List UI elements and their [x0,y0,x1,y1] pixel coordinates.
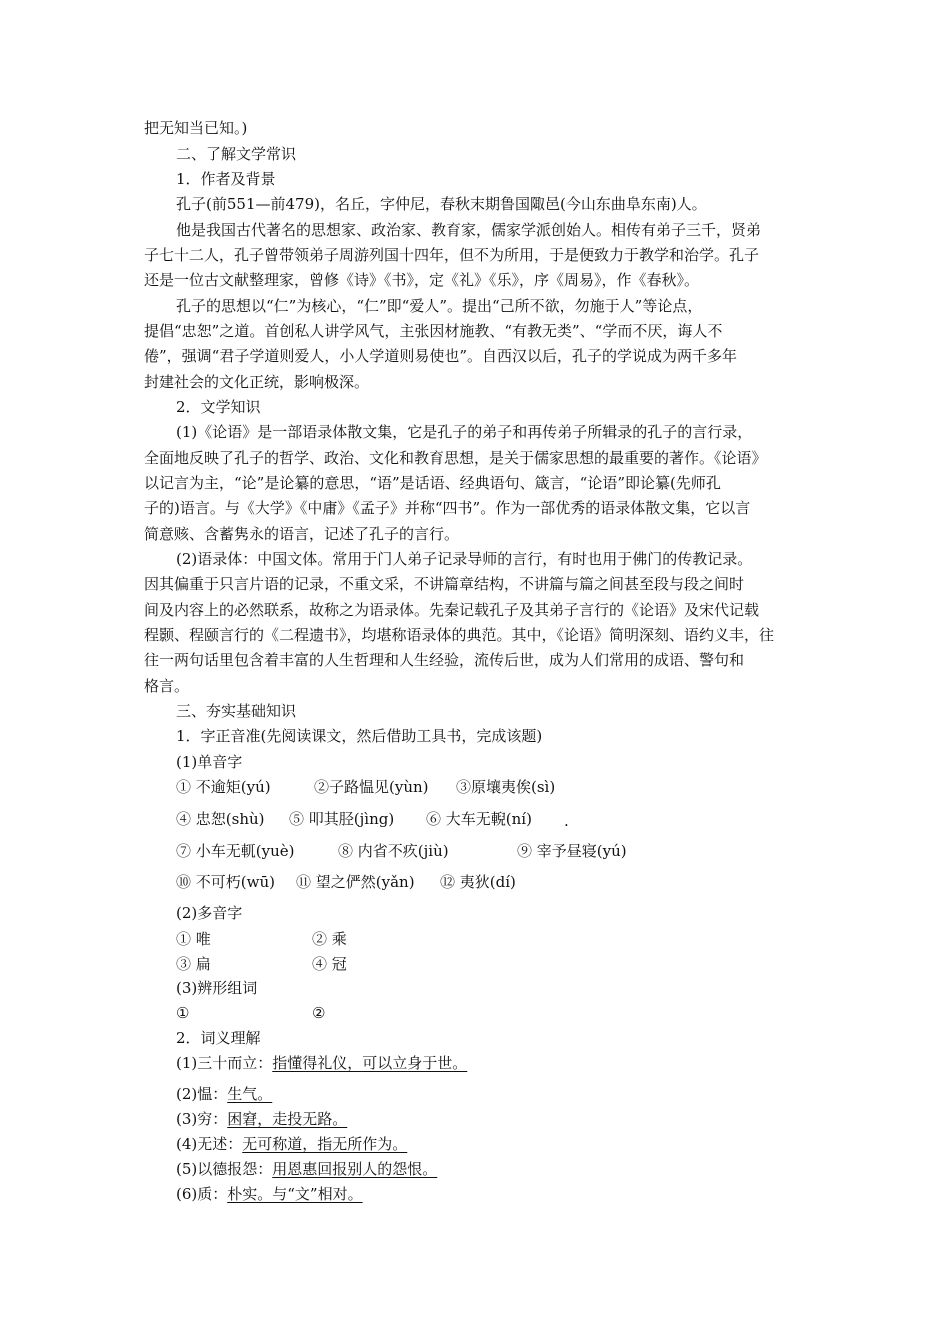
text-line: 简意赅、含蓄隽永的语言，记述了孔子的言行。 [144,525,460,543]
polyphone-item: ② 乘 [312,930,347,948]
vocab-definition: 困窘，走投无路。 [227,1110,348,1128]
pinyin-item: ⑥ 大车无輗(ní) [426,810,532,828]
text-line: 以记言为主，“论”是论纂的意思，“语”是话语、经典语句、箴言，“论语”即论纂(先师孔 [144,474,721,492]
vocab-term: (6)质： [176,1185,228,1203]
polyphone-item: ④ 冠 [312,955,347,973]
text-line: 他是我国古代著名的思想家、政治家、教育家，儒家学派创始人。相传有弟子三千，贤弟 [176,221,762,239]
pinyin-item: ⑩ 不可朽(wū) [176,873,275,891]
text-line: 封建社会的文化正统，影响极深。 [144,373,370,391]
text-line: 格言。 [144,677,190,695]
subsection-heading: 2．词义理解 [176,1029,261,1047]
text-line: 提倡“忠恕”之道。首创私人讲学风气，主张因材施教、“有教无类”、“学而不厌，诲人不 [144,322,723,340]
text-line: 间及内容上的必然联系，故称之为语录体。先秦记载孔子及其弟子言行的《论语》及宋代记载 [144,601,760,619]
vocab-definition: 指懂得礼仪，可以立身于世。 [272,1054,468,1072]
vocab-term: (3)穷： [176,1110,228,1128]
pinyin-item: ④ 忠恕(shù) [176,810,265,828]
vocab-term: (4)无述： [176,1135,243,1153]
vocab-term: (5)以德报怨： [176,1160,273,1178]
vocab-item [176,1158,437,1180]
emphasis-dot: . [564,812,569,830]
text-line: 程颢、程颐言行的《二程遗书》，均堪称语录体的典范。其中，《论语》简明深刻、语约义丰，往 [144,626,775,644]
text-line: 因其偏重于只言片语的记录，不重文采，不讲篇章结构，不讲篇与篇之间甚至段与段之间时 [144,575,745,593]
polyphone-item: ① 唯 [176,930,211,948]
text-line: 孔子(前551—前479)，名丘，字仲尼，春秋末期鲁国陬邑(今山东曲阜东南)人。 [176,195,707,213]
vocab-definition: 用恩惠回报别人的怨恨。 [272,1160,438,1178]
pinyin-item: ⑫ 夷狄(dí) [440,873,516,891]
text-line: 孔子的思想以“仁”为核心，“仁”即“爱人”。提出“己所不欲，勿施于人”等论点， [176,297,703,315]
shape-item: ② [312,1004,326,1022]
text-line: 往一两句话里包含着丰富的人生哲理和人生经验，流传后世，成为人们常用的成语、警句和 [144,651,745,669]
polyphone-item: ③ 扁 [176,955,211,973]
text-line: 子七十二人，孔子曾带领弟子周游列国十四年，但不为所用，于是便致力于教学和治学。孔子 [144,246,760,264]
vocab-term: (2)愠： [176,1085,228,1103]
section-heading: 三、夯实基础知识 [176,702,297,720]
subsection-heading: 1．作者及背景 [176,170,276,188]
text-line: (1)《论语》是一部语录体散文集，它是孔子的弟子和再传弟子所辑录的孔子的言行录， [176,423,753,441]
section-heading: 二、了解文学常识 [176,145,297,163]
vocab-item [176,1183,363,1205]
item-heading: (2)多音字 [176,904,243,922]
vocab-definition: 无可称道，指无所作为。 [242,1135,408,1153]
text-line: 倦”，强调“君子学道则爱人，小人学道则易使也”。自西汉以后，孔子的学说成为两千多年 [144,347,738,365]
vocab-item [176,1052,467,1074]
item-heading: (3)辨形组词 [176,979,258,997]
vocab-item [176,1133,407,1155]
vocab-definition: 朴实。与“文”相对。 [227,1185,363,1203]
pinyin-item: ②子路愠见(yùn) [314,778,429,796]
pinyin-item: ① 不逾矩(yú) [176,778,271,796]
vocab-definition: 生气。 [227,1085,273,1103]
vocab-item [176,1108,347,1130]
pinyin-item: ⑨ 宰予昼寝(yú) [517,842,627,860]
subsection-heading: 2．文学知识 [176,398,261,416]
pinyin-item: ③原壤夷俟(sì) [456,778,556,796]
shape-item: ① [176,1004,190,1022]
text-line: 把无知当已知。) [144,119,248,137]
vocab-item [176,1083,272,1105]
pinyin-item: ⑤ 叩其胫(jìng) [289,810,395,828]
text-line: 子的)语言。与《大学》《中庸》《孟子》并称“四书”。作为一部优秀的语录体散文集，它以言 [144,499,751,517]
item-heading: (1)单音字 [176,753,243,771]
subsection-heading: 1．字正音准(先阅读课文，然后借助工具书，完成该题) [176,727,543,745]
text-line: 还是一位古文献整理家，曾修《诗》《书》，定《礼》《乐》，序《周易》，作《春秋》。 [144,271,700,289]
vocab-term: (1)三十而立： [176,1054,273,1072]
pinyin-item: ⑧ 内省不疚(jiù) [338,842,449,860]
pinyin-item: ⑪ 望之俨然(yǎn) [296,873,415,891]
text-line: (2)语录体：中国文体。常用于门人弟子记录导师的言行，有时也用于佛门的传教记录。 [176,550,753,568]
text-line: 全面地反映了孔子的哲学、政治、文化和教育思想，是关于儒家思想的最重要的著作。《论语》 [144,449,767,467]
pinyin-item: ⑦ 小车无軏(yuè) [176,842,295,860]
